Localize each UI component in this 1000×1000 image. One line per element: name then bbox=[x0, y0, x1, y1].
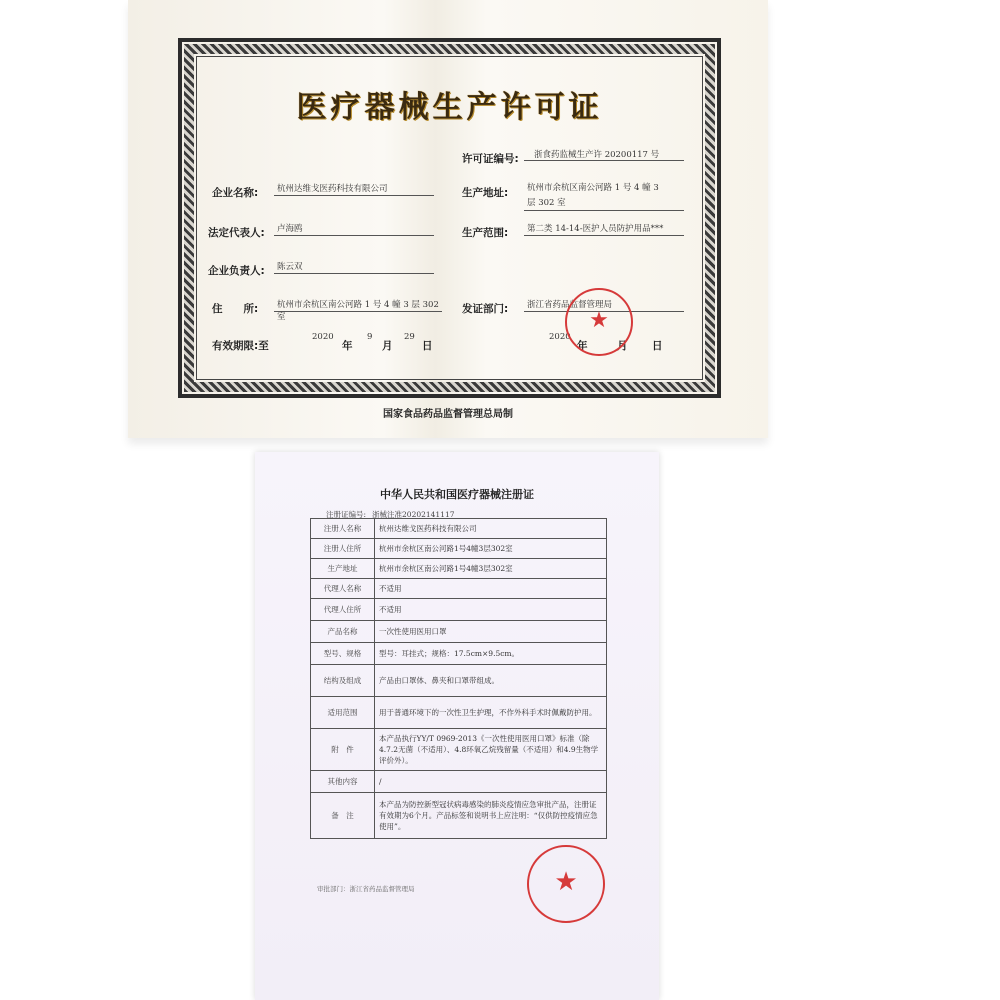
certificate-title: 医疗器械生产许可证 bbox=[296, 90, 603, 125]
table-row bbox=[311, 729, 607, 771]
row-key: 代理人住所 bbox=[311, 599, 375, 621]
row-value: 产品由口罩体、鼻夹和口罩带组成。 bbox=[375, 665, 607, 697]
issuing-authority-value: 浙江省药品监督管理局 bbox=[527, 300, 613, 310]
residence-value: 杭州市余杭区南公河路 1 号 4 幢 3 层 302 室 bbox=[277, 300, 439, 322]
official-seal-icon: ★ bbox=[565, 288, 633, 356]
table-row bbox=[311, 793, 607, 839]
row-value: 本产品执行YY/T 0969-2013《一次性使用医用口罩》标准（除4.7.2无菌（不适用）、4.8环氧乙烷残留量（不适用）和4.9生物学评价外）。 bbox=[375, 729, 607, 771]
table-row bbox=[311, 539, 607, 559]
validity-month: 9 bbox=[367, 332, 373, 342]
certificate-border bbox=[178, 38, 721, 398]
row-value: / bbox=[375, 771, 607, 793]
table-row bbox=[311, 771, 607, 793]
table-row bbox=[311, 599, 607, 621]
issue-year: 2020 bbox=[549, 332, 571, 342]
row-value: 一次性使用医用口罩 bbox=[375, 621, 607, 643]
registration-number-value: 浙械注准20202141117 bbox=[372, 510, 455, 519]
row-key: 其他内容 bbox=[311, 771, 375, 793]
registration-title: 中华人民共和国医疗器械注册证 bbox=[380, 488, 534, 501]
row-key: 附 件 bbox=[311, 729, 375, 771]
issue-month-unit: 月 bbox=[617, 340, 628, 352]
row-value: 杭州达维戈医药科技有限公司 bbox=[375, 519, 607, 539]
row-key: 适用范围 bbox=[311, 697, 375, 729]
table-row bbox=[311, 621, 607, 643]
issuing-authority-label: 发证部门: bbox=[462, 303, 509, 315]
issue-day-unit: 日 bbox=[652, 340, 663, 352]
license-number-label: 许可证编号: bbox=[462, 153, 519, 165]
legal-representative-label: 法定代表人: bbox=[208, 227, 265, 239]
registration-table bbox=[310, 518, 607, 839]
registration-footer: 审批部门：浙江省药品监督管理局 bbox=[317, 885, 415, 893]
table-row bbox=[311, 643, 607, 665]
table-row bbox=[311, 665, 607, 697]
validity-day: 29 bbox=[404, 332, 415, 342]
row-value: 杭州市余杭区南公河路1号4幢3层302室 bbox=[375, 539, 607, 559]
validity-label: 有效期限:至 bbox=[212, 340, 269, 352]
row-key: 生产地址 bbox=[311, 559, 375, 579]
row-key: 产品名称 bbox=[311, 621, 375, 643]
validity-year: 2020 bbox=[312, 332, 334, 342]
row-value: 型号：耳挂式；规格：17.5cm×9.5cm。 bbox=[375, 643, 607, 665]
validity-month-unit: 月 bbox=[382, 340, 393, 352]
production-scope-value: 第二类 14-14-医护人员防护用品*** bbox=[527, 224, 664, 234]
row-value: 用于普通环境下的一次性卫生护理，不作外科手术时佩戴防护用。 bbox=[375, 697, 607, 729]
registration-seal-icon: ★ bbox=[527, 845, 605, 923]
row-key: 备 注 bbox=[311, 793, 375, 839]
registration-certificate bbox=[255, 452, 659, 1000]
row-value: 杭州市余杭区南公河路1号4幢3层302室 bbox=[375, 559, 607, 579]
row-key: 型号、规格 bbox=[311, 643, 375, 665]
table-row bbox=[311, 559, 607, 579]
row-key: 代理人名称 bbox=[311, 579, 375, 599]
row-key: 结构及组成 bbox=[311, 665, 375, 697]
row-value: 本产品为防控新型冠状病毒感染的肺炎疫情应急审批产品，注册证有效期为6个月。产品标签和说明书上应注明：“仅供防控疫情应急使用”。 bbox=[375, 793, 607, 839]
row-value: 不适用 bbox=[375, 579, 607, 599]
table-row bbox=[311, 579, 607, 599]
legal-representative-value: 卢海鸥 bbox=[277, 224, 303, 234]
company-name-label: 企业名称: bbox=[212, 187, 259, 199]
row-value: 不适用 bbox=[375, 599, 607, 621]
table-row bbox=[311, 519, 607, 539]
certificate-footer: 国家食品药品监督管理总局制 bbox=[383, 409, 513, 420]
production-license-certificate bbox=[128, 0, 768, 438]
responsible-person-value: 陈云双 bbox=[277, 262, 303, 272]
production-address-value: 杭州市余杭区南公河路 1 号 4 幢 3 层 302 室 bbox=[527, 183, 659, 208]
row-key: 注册人住所 bbox=[311, 539, 375, 559]
registration-number-label: 注册证编号: bbox=[326, 510, 367, 519]
license-number-value: 浙食药监械生产许 20200117 号 bbox=[534, 150, 660, 160]
production-scope-label: 生产范围: bbox=[462, 227, 509, 239]
production-address-label: 生产地址: bbox=[462, 187, 509, 199]
responsible-person-label: 企业负责人: bbox=[208, 265, 265, 277]
validity-year-unit: 年 bbox=[342, 340, 353, 352]
residence-label: 住 所: bbox=[212, 303, 259, 315]
validity-day-unit: 日 bbox=[422, 340, 433, 352]
issue-year-unit: 年 bbox=[577, 340, 588, 352]
table-row bbox=[311, 697, 607, 729]
row-key: 注册人名称 bbox=[311, 519, 375, 539]
company-name-value: 杭州达维戈医药科技有限公司 bbox=[277, 184, 388, 194]
